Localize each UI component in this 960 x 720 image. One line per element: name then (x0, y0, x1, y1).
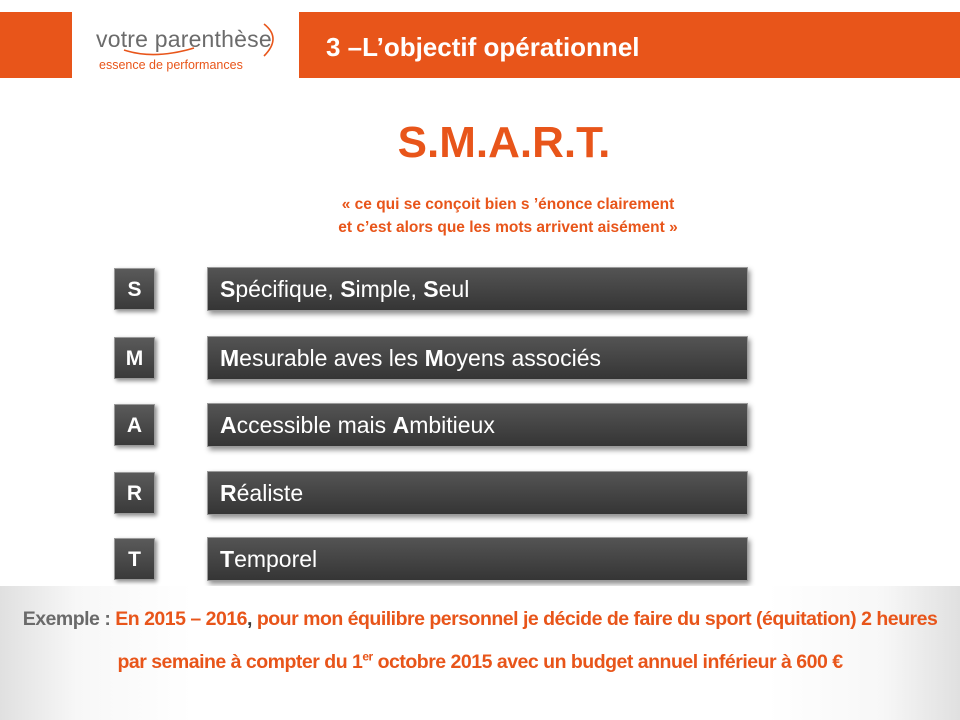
logo-tagline: essence de performances (99, 58, 243, 72)
criterion-text: esurable aves les (239, 345, 425, 371)
example-label: Exemple : (22, 608, 116, 630)
example-box (0, 586, 960, 720)
slide-title: 3 –L’objectif opérationnel (299, 12, 960, 78)
criterion-bar-r (207, 471, 748, 515)
criterion-bar-t (207, 537, 748, 581)
quote-line-2: et c’est alors que les mots arrivent aisément » (338, 219, 678, 236)
criterion-bar-s (207, 267, 748, 311)
criterion-text: pécifique, (235, 276, 341, 302)
criterion-text: oyens associés (443, 345, 601, 371)
criterion-initial: S (340, 276, 356, 302)
criterion-initial: T (220, 546, 235, 572)
criterion-text: imple, (355, 276, 424, 302)
example-years: En 2015 – 2016 (115, 608, 248, 630)
logo-text: votre parenthèse (96, 26, 272, 52)
criterion-letter-m: M (114, 337, 155, 379)
criterion-initial: A (392, 412, 410, 438)
criterion-initial: M (424, 345, 444, 371)
criterion-bar-m (207, 336, 748, 380)
smart-heading: S.M.A.R.T. (397, 118, 611, 167)
criterion-initial: S (423, 276, 439, 302)
example-text-b: octobre 2015 avec un budget annuel inférieur à 600 € (372, 651, 843, 673)
logo (96, 26, 286, 76)
criterion-text: eul (438, 276, 470, 302)
criterion-text: mbitieux (409, 412, 495, 438)
header-accent-block (0, 12, 72, 78)
criterion-text: ccessible mais (236, 412, 393, 438)
example-comma: , (247, 608, 257, 630)
example-superscript: er (362, 649, 373, 664)
criterion-initial: M (220, 345, 240, 371)
criterion-letter-a: A (114, 404, 155, 446)
criterion-initial: R (220, 480, 237, 506)
criterion-initial: S (220, 276, 236, 302)
criterion-letter-r: R (114, 472, 155, 514)
criterion-initial: A (220, 412, 237, 438)
quote-line-1: « ce qui se conçoit bien s ’énonce clairement (341, 196, 675, 213)
criterion-letter-s: S (114, 268, 155, 310)
criterion-letter-t: T (114, 538, 155, 580)
criterion-text: emporel (234, 546, 318, 572)
example-text-a: pour mon équilibre personnel je décide de faire du sport (équitation) 2 heures par semaine à compter du 1 (117, 608, 938, 673)
criterion-text: éaliste (236, 480, 304, 506)
criterion-bar-a (207, 403, 748, 447)
quote (0, 193, 960, 239)
